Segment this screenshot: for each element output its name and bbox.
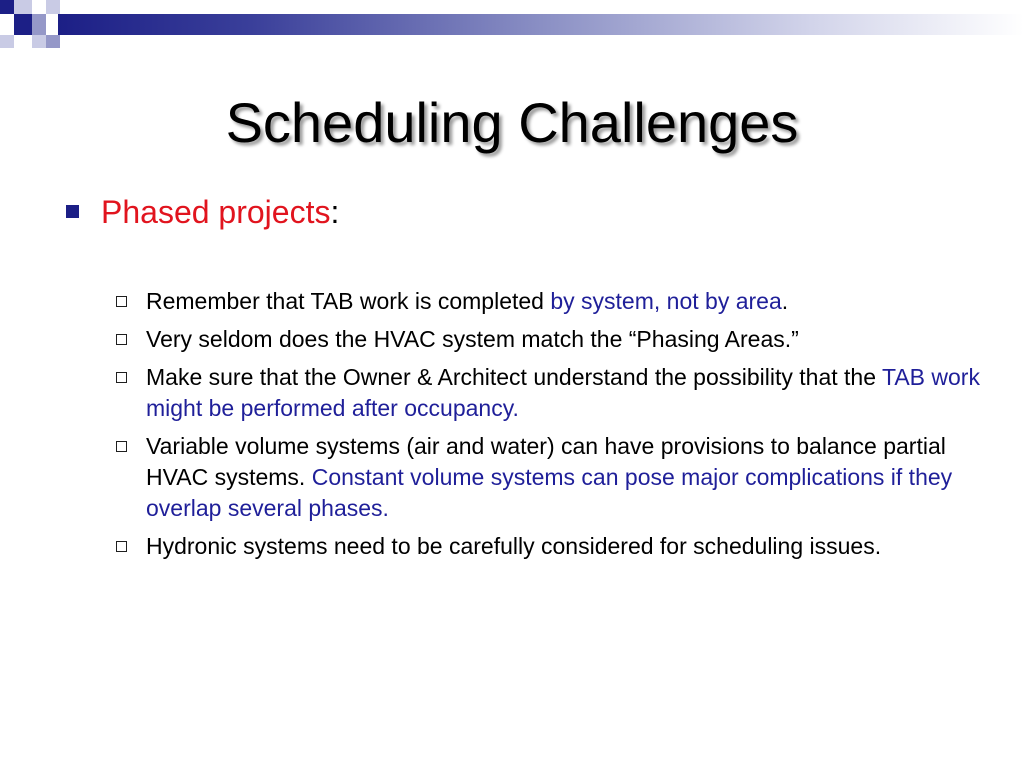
hollow-square-bullet-icon <box>116 541 127 552</box>
list-item <box>114 431 994 524</box>
list-item <box>114 286 994 317</box>
list-item <box>114 324 994 355</box>
deco-square <box>0 35 14 48</box>
deco-square <box>14 0 32 14</box>
deco-square <box>14 14 32 35</box>
slide-title: Scheduling Challenges <box>225 91 799 154</box>
list-item <box>114 362 994 424</box>
sub-bullet-list <box>114 286 994 569</box>
bullet-heading-colon: : <box>330 194 340 230</box>
item-text: Hydronic systems need to be carefully considered for scheduling issues. <box>146 533 882 559</box>
deco-square <box>32 35 46 48</box>
item-text: Variable volume systems (air and water) can have provisions to balance partial HVAC systems. <box>146 433 946 490</box>
item-highlight: by system, not by area <box>550 288 782 314</box>
deco-square <box>46 0 60 14</box>
square-bullet-icon <box>66 205 79 218</box>
item-text: Make sure that the Owner & Architect understand the possibility that the <box>146 364 882 390</box>
item-highlight: Constant volume systems can pose major complications if they overlap several phases. <box>146 464 953 521</box>
item-highlight: TAB work might be performed after occupancy. <box>146 364 980 421</box>
item-tail: . <box>781 288 789 314</box>
main-bullet <box>66 192 339 232</box>
deco-square <box>32 14 46 35</box>
deco-square <box>46 35 60 48</box>
list-item <box>114 531 994 562</box>
header-gradient-bar <box>58 14 1024 35</box>
hollow-square-bullet-icon <box>116 372 127 383</box>
hollow-square-bullet-icon <box>116 441 127 452</box>
deco-square <box>0 0 14 14</box>
item-text: Very seldom does the HVAC system match the “Phasing Areas.” <box>146 326 799 352</box>
item-text: Remember that TAB work is completed <box>146 288 551 314</box>
deco-square <box>32 0 46 14</box>
bullet-heading: Phased projects <box>101 194 331 230</box>
hollow-square-bullet-icon <box>116 296 127 307</box>
hollow-square-bullet-icon <box>116 334 127 345</box>
